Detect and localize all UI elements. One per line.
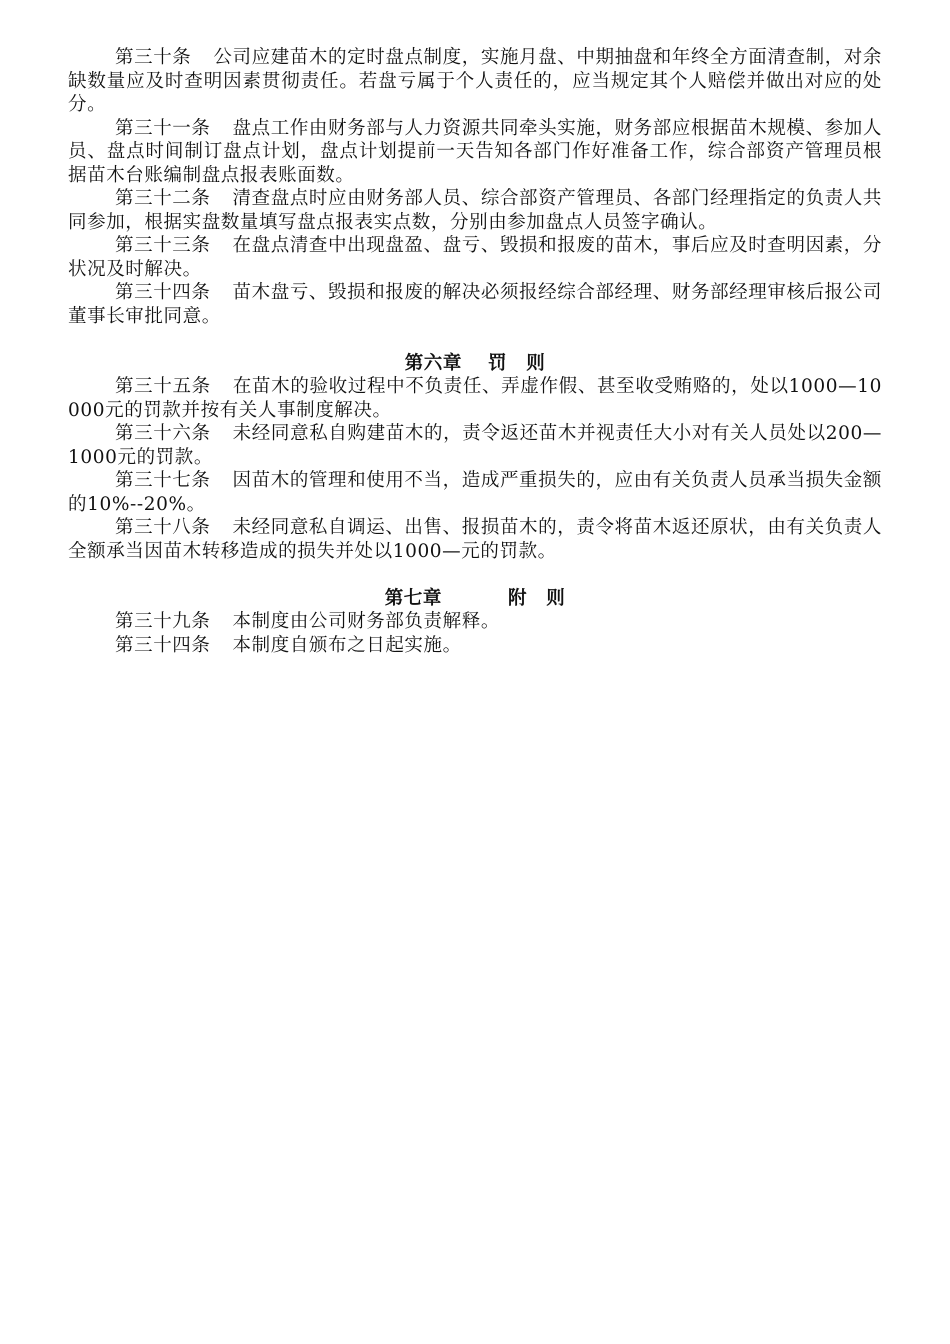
article-text: 清查盘点时应由财务部人员、综合部资产管理员、各部门经理指定的负责人共同参加，根据实盘数量填写盘点报表实点数，分别由参加盘点人员签字确认。 <box>68 188 882 233</box>
article-39 <box>68 610 882 634</box>
article-33 <box>68 234 882 281</box>
article-number: 第三十八条 <box>115 517 211 538</box>
article-number: 第三十九条 <box>115 611 211 632</box>
chapter-number: 第六章 <box>404 352 462 374</box>
document-page <box>68 46 882 657</box>
article-35 <box>68 375 882 422</box>
article-30 <box>68 46 882 117</box>
article-32 <box>68 187 882 234</box>
article-number: 第三十三条 <box>115 235 211 256</box>
article-38 <box>68 516 882 563</box>
article-number: 第三十六条 <box>115 423 211 444</box>
chapter-title: 附 则 <box>508 587 566 609</box>
article-text: 未经同意私自购建苗木的，责令返还苗木并视责任大小对有关人员处以200—1000元的罚款。 <box>68 423 882 468</box>
article-36 <box>68 422 882 469</box>
article-34 <box>68 281 882 328</box>
article-number: 第三十二条 <box>115 188 211 209</box>
spacer <box>68 563 882 587</box>
article-number: 第三十一条 <box>115 117 211 139</box>
chapter-number: 第七章 <box>384 587 442 609</box>
chapter-7-heading <box>68 587 882 611</box>
article-number: 第三十七条 <box>115 470 211 491</box>
article-number: 第三十条 <box>115 47 192 68</box>
article-number: 第三十四条 <box>115 634 211 656</box>
article-text: 盘点工作由财务部与人力资源共同牵头实施，财务部应根据苗木规模、参加人员、盘点时间制订盘点计划，盘点计划提前一天告知各部门作好准备工作，综合部资产管理员根据苗木台账编制盘点报表账面数。 <box>68 117 882 186</box>
article-text: 公司应建苗木的定时盘点制度，实施月盘、中期抽盘和年终全方面清查制，对余缺数量应及时查明因素贯彻责任。若盘亏属于个人责任的，应当规定其个人赔偿并做出对应的处分。 <box>68 47 882 115</box>
article-final <box>68 634 882 658</box>
article-37 <box>68 469 882 516</box>
article-text: 本制度由公司财务部负责解释。 <box>232 611 500 632</box>
article-number: 第三十五条 <box>115 376 211 397</box>
article-number: 第三十四条 <box>115 282 211 303</box>
article-text: 本制度自颁布之日起实施。 <box>232 634 462 656</box>
chapter-title: 罚 则 <box>488 352 546 374</box>
spacer <box>68 328 882 352</box>
article-text: 在盘点清查中出现盘盈、盘亏、毁损和报废的苗木，事后应及时查明因素，分状况及时解决。 <box>68 235 882 280</box>
article-text: 苗木盘亏、毁损和报废的解决必须报经综合部经理、财务部经理审核后报公司董事长审批同意。 <box>68 282 882 327</box>
article-text: 在苗木的验收过程中不负责任、弄虚作假、甚至收受贿赂的，处以1000—10000元的罚款并按有关人事制度解决。 <box>68 376 882 421</box>
chapter-6-heading <box>68 352 882 376</box>
article-text: 因苗木的管理和使用不当，造成严重损失的，应由有关负责人员承当损失金额的10%--20%。 <box>68 470 882 515</box>
article-31 <box>68 117 882 188</box>
article-text: 未经同意私自调运、出售、报损苗木的，责令将苗木返还原状，由有关负责人全额承当因苗木转移造成的损失并处以1000—元的罚款。 <box>68 517 882 562</box>
